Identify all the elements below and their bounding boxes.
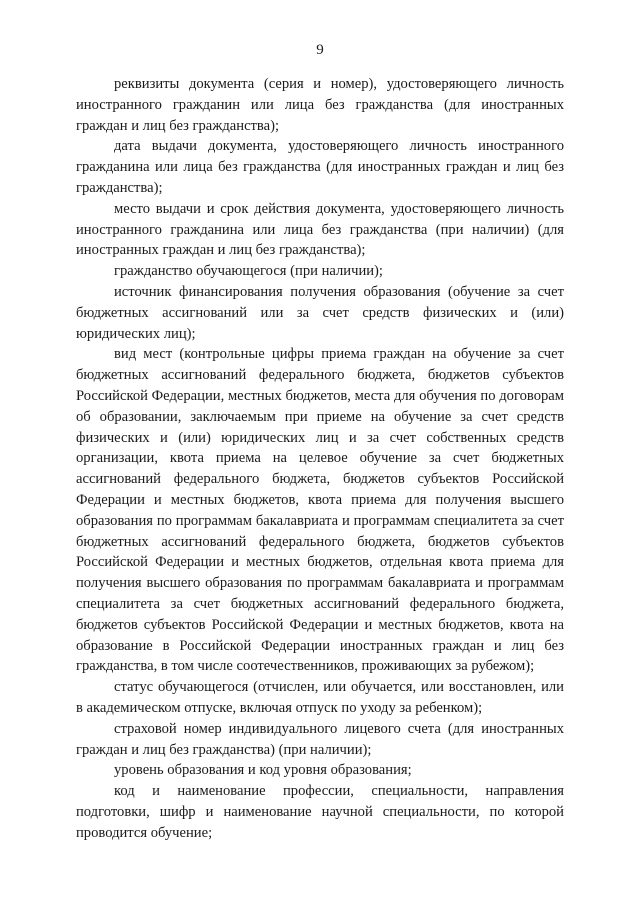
paragraph-profession-code: код и наименование профессии, специальности, направления подготовки, шифр и наименование научной специальности, по которой проводится обучение; bbox=[76, 783, 564, 841]
paragraph-education-level: уровень образования и код уровня образования; bbox=[114, 762, 412, 779]
paragraph-issue-date: дата выдачи документа, удостоверяющего личность иностранного гражданина или лица без гражданства (для иностранных граждан и лиц без гражданства); bbox=[76, 138, 564, 196]
paragraph-student-status: статус обучающегося (отчислен, или обучается, или восстановлен, или в академическом отпуске, включая отпуск по уходу за ребенком); bbox=[76, 679, 564, 716]
document-body bbox=[76, 74, 564, 843]
paragraph-insurance-number: страховой номер индивидуального лицевого счета (для иностранных граждан и лиц без гражданства) (при наличии); bbox=[76, 720, 564, 758]
paragraph-document-details: реквизиты документа (серия и номер), удостоверяющего личность иностранного гражданин или лица без гражданства (для иностранных граждан и лиц без гражданства); bbox=[76, 76, 564, 134]
paragraph-place-type: вид мест (контрольные цифры приема граждан на обучение за счет бюджетных ассигнований федерального бюджета, бюджетов субъектов Российской Федерации, местных бюджетов, места для обучения по договорам об образовании, заключаемым при приеме на обучение за счет средств физических и (или) юридических лиц и за счет собственных средств организации, квота приема на целевое обучение за счет бюджетных ассигнований федерального бюджета, бюджетов субъектов Российской Федерации и местных бюджетов, квота приема для получения высшего образования по программам бакалавриата и программам специалитета за счет бюджетных ассигнований федерального бюджета, бюджетов субъектов Российской Федерации и местных бюджетов, отдельная квота приема для получения высшего образования по программам бакалавриата и программам специалитета за счет бюджетных ассигнований федерального бюджета, бюджетов субъектов Российской Федерации и местных бюджетов, квота на образование в Российской Федерации иностранных граждан и лиц без гражданства, в том числе соотечественников, проживающих за рубежом); bbox=[76, 346, 564, 675]
paragraph-issue-place-validity: место выдачи и срок действия документа, удостоверяющего личность иностранного гражданина или лица без гражданства (при наличии) (для иностранных граждан и лиц без гражданства); bbox=[76, 200, 564, 259]
paragraph-citizenship: гражданство обучающегося (при наличии); bbox=[114, 263, 383, 280]
paragraph-funding-source: источник финансирования получения образования (обучение за счет бюджетных ассигнований или за счет средств физических и (или) юридических лиц); bbox=[76, 283, 564, 342]
page-number: 9 bbox=[316, 42, 324, 58]
